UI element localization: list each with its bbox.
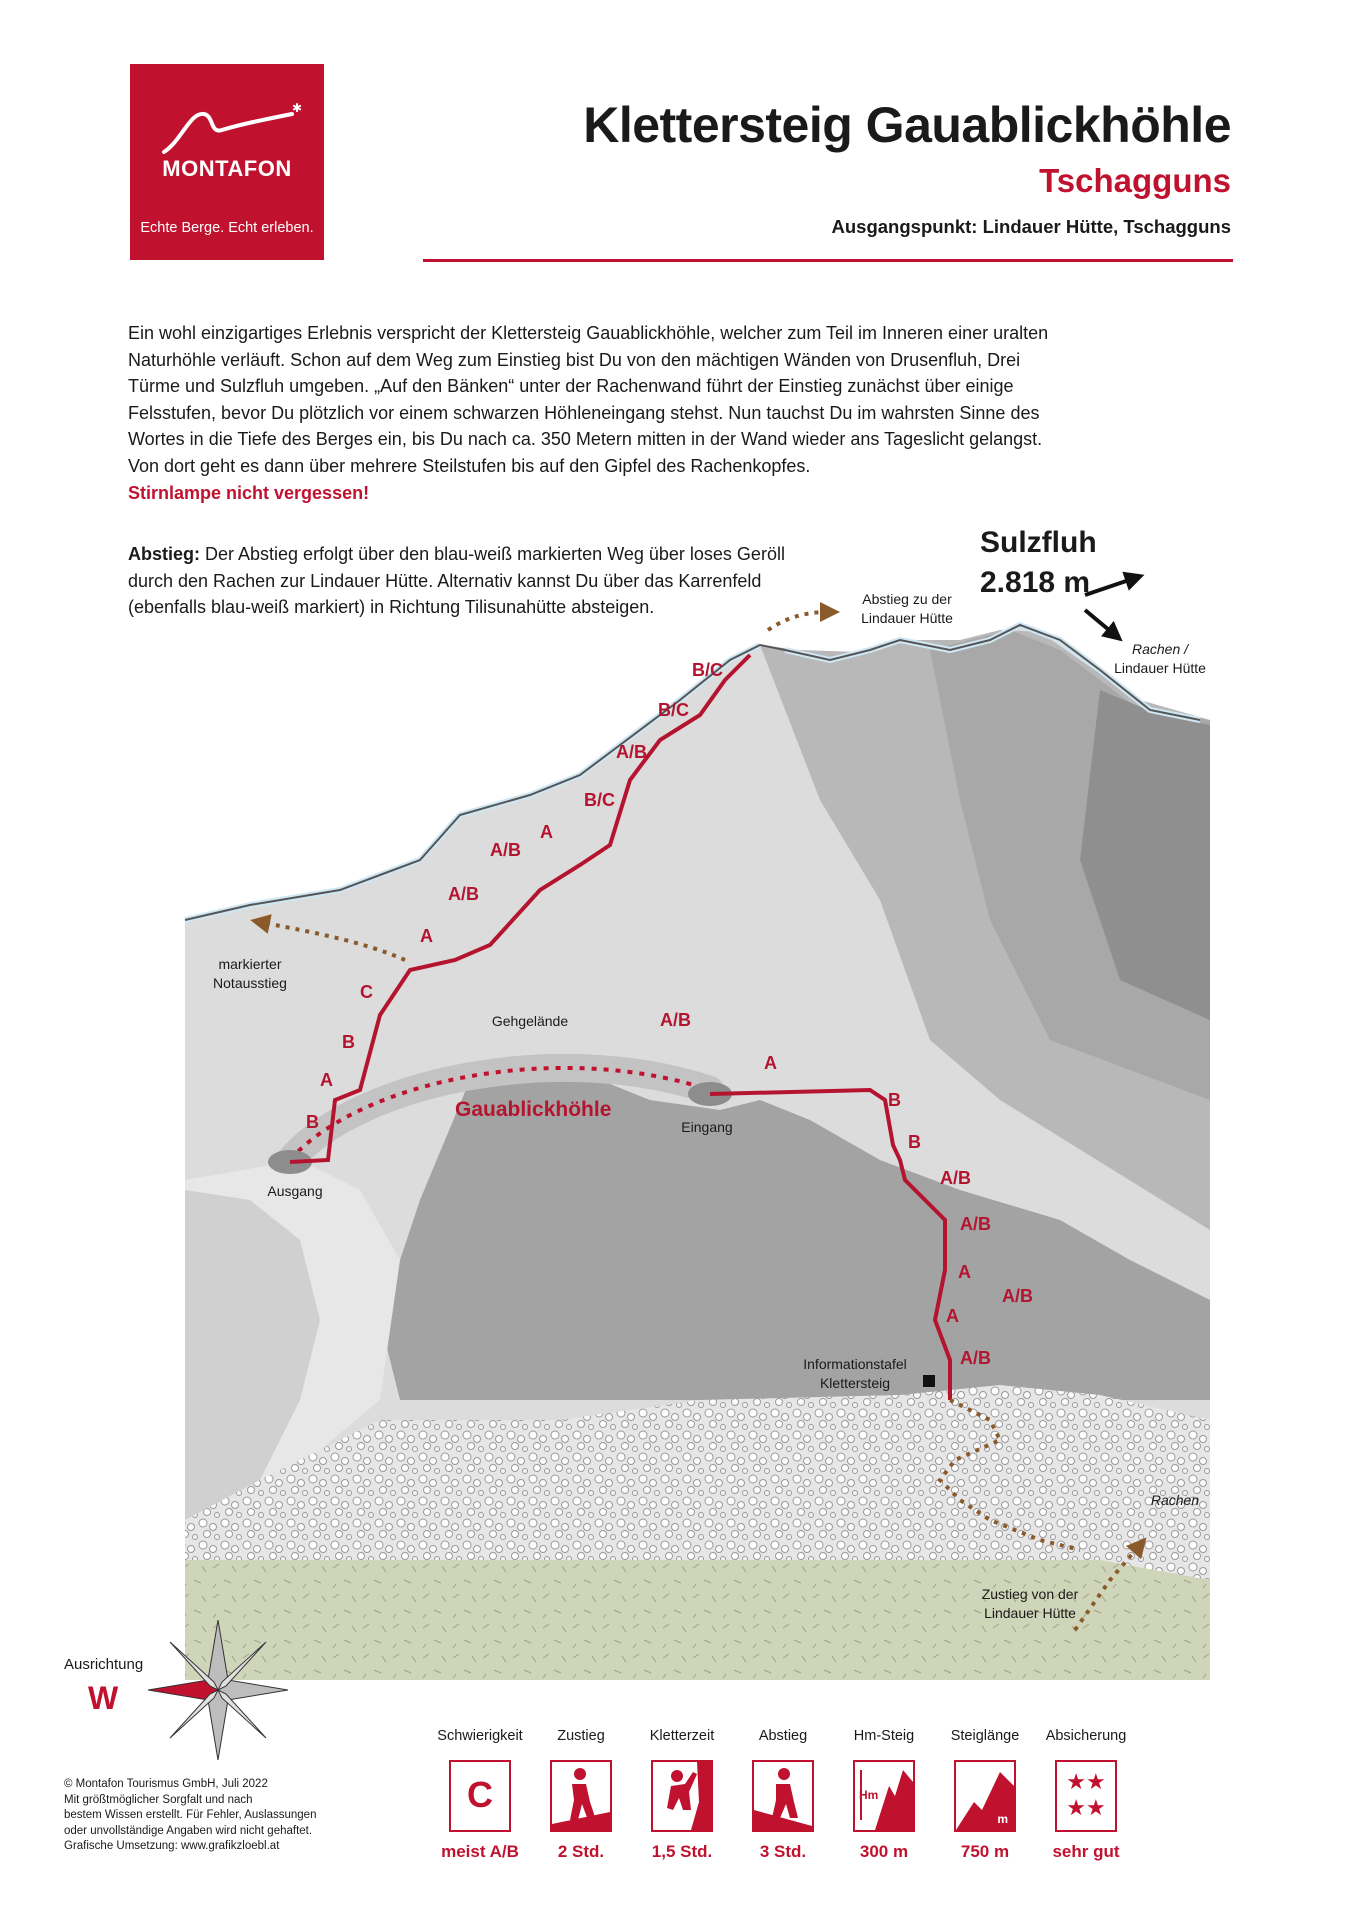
route-grade-label: A/B bbox=[960, 1214, 991, 1234]
route-grade-label: A bbox=[946, 1306, 959, 1326]
route-grade-label: B/C bbox=[658, 700, 689, 720]
descent-hut-label bbox=[842, 590, 972, 628]
brand-name: MONTAFON bbox=[162, 156, 292, 181]
emergency-exit-label bbox=[190, 955, 310, 993]
approach-label bbox=[965, 1585, 1095, 1623]
descent-label: Abstieg: bbox=[128, 544, 200, 564]
info-approach bbox=[536, 1728, 626, 1862]
info-length bbox=[940, 1728, 1030, 1862]
elevation-icon bbox=[853, 1760, 915, 1832]
peak-name: Sulzfluh bbox=[980, 526, 1097, 559]
elevation-icon-text: Hm bbox=[859, 1788, 879, 1802]
rachen-hut-label bbox=[1100, 640, 1220, 678]
route-grade-label: A/B bbox=[660, 1010, 691, 1030]
cave-entrance-label: Eingang bbox=[681, 1119, 733, 1135]
intro-line: Felsstufen, bevor Du plötzlich vor einem schwarzen Höhleneingang stehst. Nun tauchst Du im wahrsten Sinne des bbox=[128, 402, 1040, 423]
info-elevation bbox=[839, 1728, 929, 1862]
route-grade-label: A bbox=[320, 1070, 333, 1090]
peak-altitude: 2.818 m bbox=[980, 566, 1091, 599]
start-point: Ausgangspunkt: Lindauer Hütte, Tschagguns bbox=[831, 216, 1231, 237]
info-value: sehr gut bbox=[1052, 1842, 1120, 1861]
hiker-icon bbox=[550, 1760, 612, 1832]
info-difficulty bbox=[435, 1728, 525, 1862]
info-header: Absicherung bbox=[1045, 1728, 1127, 1744]
info-value: meist A/B bbox=[441, 1842, 519, 1861]
info-board-label bbox=[790, 1355, 920, 1393]
route-grade-label: A/B bbox=[616, 742, 647, 762]
descent-line: (ebenfalls blau-weiß markiert) in Richtung Tilisunahütte absteigen. bbox=[128, 597, 655, 618]
copyright bbox=[64, 1777, 364, 1855]
info-value: 2 Std. bbox=[557, 1842, 605, 1861]
route-grade-label: A/B bbox=[1002, 1286, 1033, 1306]
route-grade-label: B bbox=[908, 1132, 921, 1152]
page-title: Klettersteig Gauablickhöhle bbox=[583, 97, 1231, 153]
info-header: Zustieg bbox=[557, 1728, 605, 1744]
route-grade-label: B/C bbox=[584, 790, 615, 810]
rachen-label: Rachen bbox=[1150, 1492, 1200, 1508]
brand-slogan: Echte Berge. Echt erleben. bbox=[140, 220, 314, 236]
info-descent bbox=[738, 1728, 828, 1862]
route-grade-label: B/C bbox=[692, 660, 723, 680]
route-grade-label: A/B bbox=[940, 1168, 971, 1188]
intro-line: Von dort geht es dann über mehrere Steilstufen bis auf den Gipfel des Rachenkopfes. bbox=[128, 455, 811, 476]
info-value: 750 m bbox=[960, 1842, 1010, 1861]
route-grade-label: A bbox=[764, 1053, 777, 1073]
descent-line: Der Abstieg erfolgt über den blau-weiß markierten Weg über loses Geröll bbox=[200, 544, 785, 564]
descent-line: durch den Rachen zur Lindauer Hütte. Alternativ kannst Du über das Karrenfeld bbox=[128, 570, 762, 591]
info-header: Abstieg bbox=[758, 1728, 808, 1744]
copyright-line: oder unvollständige Angaben wird nicht gehaftet. bbox=[64, 1824, 313, 1837]
length-icon bbox=[954, 1760, 1016, 1832]
info-header: Hm-Steig bbox=[853, 1728, 915, 1744]
stars-icon: ★★ ★★ bbox=[1055, 1760, 1117, 1832]
info-header: Steiglänge bbox=[950, 1728, 1020, 1744]
label-line: Lindauer Hütte bbox=[861, 610, 953, 626]
route-grade-label: A bbox=[958, 1262, 971, 1282]
label-line: Lindauer Hütte bbox=[984, 1605, 1076, 1621]
label-line: Lindauer Hütte bbox=[1114, 660, 1206, 676]
descent-icon bbox=[752, 1760, 814, 1832]
route-grade-label: B bbox=[888, 1090, 901, 1110]
intro-line: Türme und Sulzfluh umgeben. „Auf den Bänken“ unter der Rachenwand führt der Einstieg zunächst über einige bbox=[128, 376, 1014, 397]
page-subtitle: Tschagguns bbox=[1039, 162, 1231, 199]
walking-terrain-label: Gehgelände bbox=[491, 1013, 569, 1029]
label-line: markierter bbox=[218, 956, 282, 972]
route-grade-label: A/B bbox=[960, 1348, 991, 1368]
cave-exit-label: Ausgang bbox=[267, 1183, 323, 1199]
info-value: 300 m bbox=[859, 1842, 909, 1861]
info-value: 3 Std. bbox=[759, 1842, 807, 1861]
cave-name-label: Gauablickhöhle bbox=[455, 1098, 612, 1121]
svg-text:✱: ✱ bbox=[292, 101, 302, 115]
label-line: Zustieg von der bbox=[981, 1586, 1079, 1602]
label-line: Informationstafel bbox=[803, 1356, 907, 1372]
route-grade-label: C bbox=[360, 982, 373, 1002]
label-line: Klettersteig bbox=[819, 1375, 891, 1391]
route-grade-label: B bbox=[306, 1112, 319, 1132]
length-icon-text: m bbox=[997, 1812, 1008, 1826]
copyright-line: bestem Wissen erstellt. Für Fehler, Auslassungen bbox=[64, 1809, 317, 1822]
compass-rose-icon bbox=[148, 1620, 288, 1760]
copyright-line: Mit größtmöglicher Sorgfalt und nach bbox=[64, 1793, 253, 1806]
route-grade-label: B bbox=[342, 1032, 355, 1052]
orientation-direction: W bbox=[88, 1680, 119, 1716]
info-protection bbox=[1041, 1728, 1131, 1862]
copyright-line: Grafische Umsetzung: www.grafikzloebl.at bbox=[64, 1840, 280, 1853]
route-grade-label: A/B bbox=[448, 884, 479, 904]
intro-line: Ein wohl einzigartiges Erlebnis verspricht der Klettersteig Gauablickhöhle, welcher zum Teil im Inneren einer uralten bbox=[128, 323, 1049, 343]
label-line: Notausstieg bbox=[213, 975, 287, 991]
route-grade-label: A/B bbox=[490, 840, 521, 860]
route-grade-label: A bbox=[420, 926, 433, 946]
label-line: Rachen / bbox=[1131, 641, 1189, 657]
climber-icon bbox=[651, 1760, 713, 1832]
info-header: Schwierigkeit bbox=[437, 1728, 523, 1744]
copyright-line: © Montafon Tourismus GmbH, Juli 2022 bbox=[64, 1778, 268, 1790]
grade-letter: C bbox=[467, 1774, 493, 1815]
route-grade-label: A bbox=[540, 822, 553, 842]
intro-line: Wortes in die Tiefe des Berges ein, bis Du nach ca. 350 Metern mitten in der Wand wieder ans Tageslicht gelangst. bbox=[128, 429, 1043, 450]
headlamp-warning: Stirnlampe nicht vergessen! bbox=[128, 482, 370, 503]
info-header: Kletterzeit bbox=[649, 1728, 715, 1744]
info-climb-time bbox=[637, 1728, 727, 1862]
intro-line: Naturhöhle verläuft. Schon auf dem Weg zum Einstieg bist Du von den mächtigen Wänden von Drusenfluh, Drei bbox=[128, 349, 1021, 370]
info-value: 1,5 Std. bbox=[651, 1842, 713, 1861]
label-line: Abstieg zu der bbox=[862, 591, 952, 607]
grade-c-icon bbox=[449, 1760, 511, 1832]
orientation-label: Ausrichtung bbox=[64, 1656, 144, 1673]
